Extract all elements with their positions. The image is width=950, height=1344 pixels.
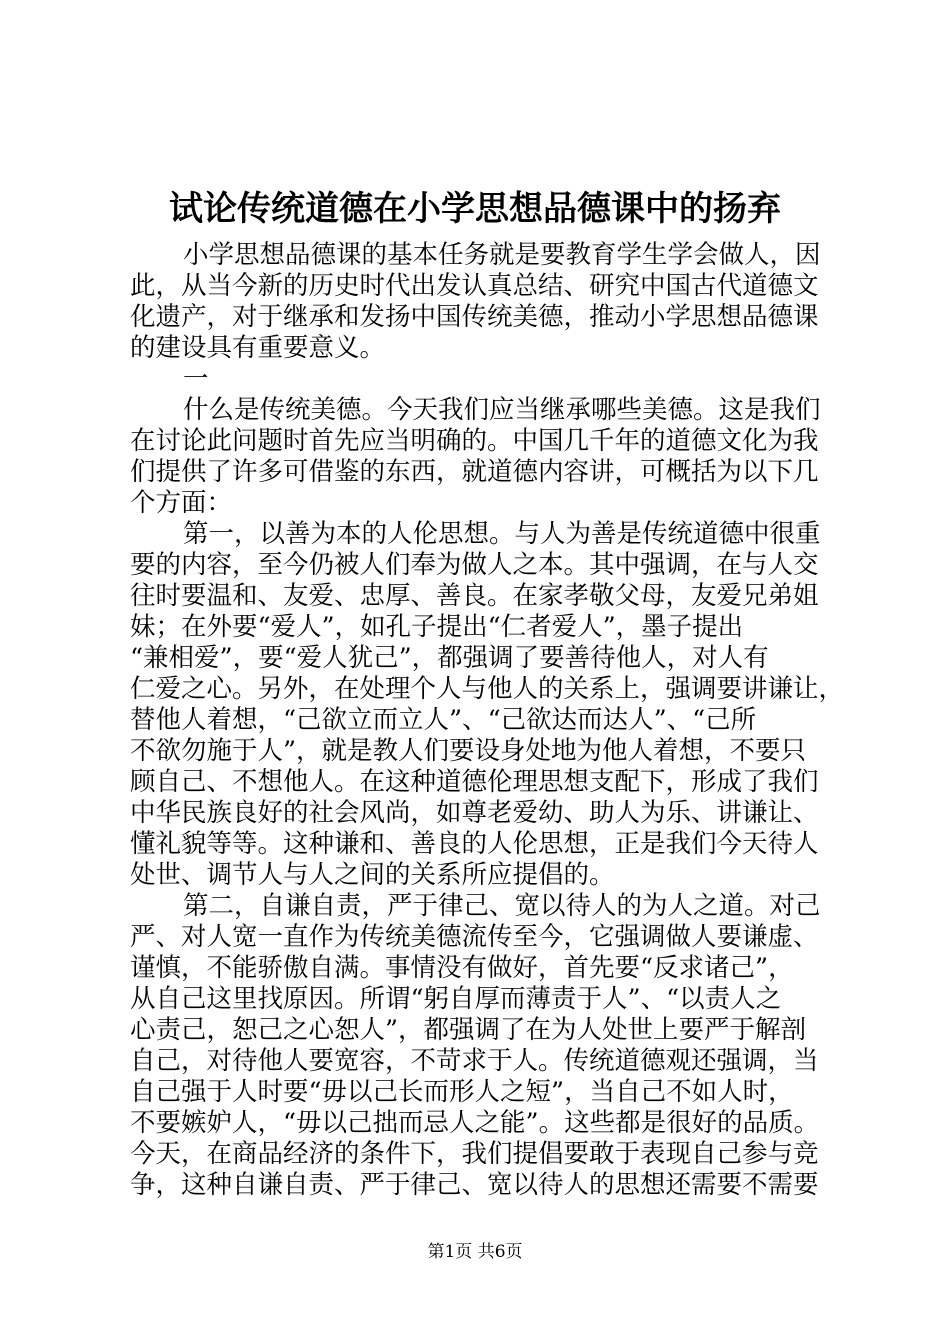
text-line: 不欲勿施于人”，就是教人们要设身处地为他人着想，不要只 (130, 736, 807, 766)
text-line: 妹；在外要“爱人”，如孔子提出“仁者爱人”，墨子提出 (130, 612, 744, 642)
text-line: 小学思想品德课的基本任务就是要教育学生学会做人，因 (183, 240, 821, 270)
text-line: 一 (183, 364, 209, 394)
document-body (130, 240, 845, 1201)
text-line: 化遗产，对于继承和发扬中国传统美德，推动小学思想品德课 (130, 302, 819, 332)
text-line: 中华民族良好的社会风尚，如尊老爱幼、助人为乐、讲谦让、 (130, 798, 819, 828)
text-line: 不要嫉妒人，“毋以己拙而忌人之能”。这些都是很好的品质。 (130, 1108, 820, 1138)
text-line: 从自己这里找原因。所谓“躬自厚而薄责于人”、“以责人之 (130, 984, 782, 1014)
text-line: 顾自己、不想他人。在这种道德伦理思想支配下，形成了我们 (130, 767, 819, 797)
text-line: 个方面： (130, 488, 233, 518)
text-line: 往时要温和、友爱、忠厚、善良。在家孝敬父母，友爱兄弟姐 (130, 581, 819, 611)
text-line: 谨慎，不能骄傲自满。事情没有做好，首先要“反求诸己”， (130, 953, 794, 983)
text-line: 的建设具有重要意义。 (130, 333, 386, 363)
text-line: 严、对人宽一直作为传统美德流传至今，它强调做人要谦虚、 (130, 922, 819, 952)
text-line: 替他人着想，“己欲立而立人”、“己欲达而达人”、“己所 (130, 705, 757, 735)
text-line: 此，从当今新的历史时代出发认真总结、研究中国古代道德文 (130, 271, 819, 301)
text-line: 自己，对待他人要宽容，不苛求于人。传统道德观还强调，当 (130, 1046, 819, 1076)
text-line: 心责己，恕己之心恕人”，都强调了在为人处世上要严于解剖 (130, 1015, 807, 1045)
text-line: 仁爱之心。另外，在处理个人与他人的关系上，强调要讲谦让， (130, 674, 845, 704)
text-line: 要的内容，至今仍被人们奉为做人之本。其中强调，在与人交 (130, 550, 819, 580)
text-line: 什么是传统美德。今天我们应当继承哪些美德。这是我们 (183, 395, 821, 425)
text-line: 处世、调节人与人之间的关系所应提倡的。 (130, 860, 615, 890)
text-line: 在讨论此问题时首先应当明确的。中国几千年的道德文化为我 (130, 426, 819, 456)
text-line: 今天，在商品经济的条件下，我们提倡要敢于表现自己参与竞 (130, 1139, 819, 1169)
text-line: “兼相爱”，要“爱人犹己”，都强调了要善待他人，对人有 (130, 643, 769, 673)
text-line: 自己强于人时要“毋以己长而形人之短”，当自己不如人时， (130, 1077, 794, 1107)
document-title: 试论传统道德在小学思想品德课中的扬弃 (169, 189, 781, 229)
text-line: 懂礼貌等等。这种谦和、善良的人伦思想，正是我们今天待人 (130, 829, 819, 859)
text-line: 第二，自谦自责，严于律己、宽以待人的为人之道。对己 (183, 891, 821, 921)
text-line: 们提供了许多可借鉴的东西，就道德内容讲，可概括为以下几 (130, 457, 819, 487)
page-indicator: 第1页 共6页 (427, 1242, 523, 1262)
text-line: 第一，以善为本的人伦思想。与人为善是传统道德中很重 (183, 519, 821, 549)
text-line: 争，这种自谦自责、严于律己、宽以待人的思想还需要不需要 (130, 1170, 819, 1200)
